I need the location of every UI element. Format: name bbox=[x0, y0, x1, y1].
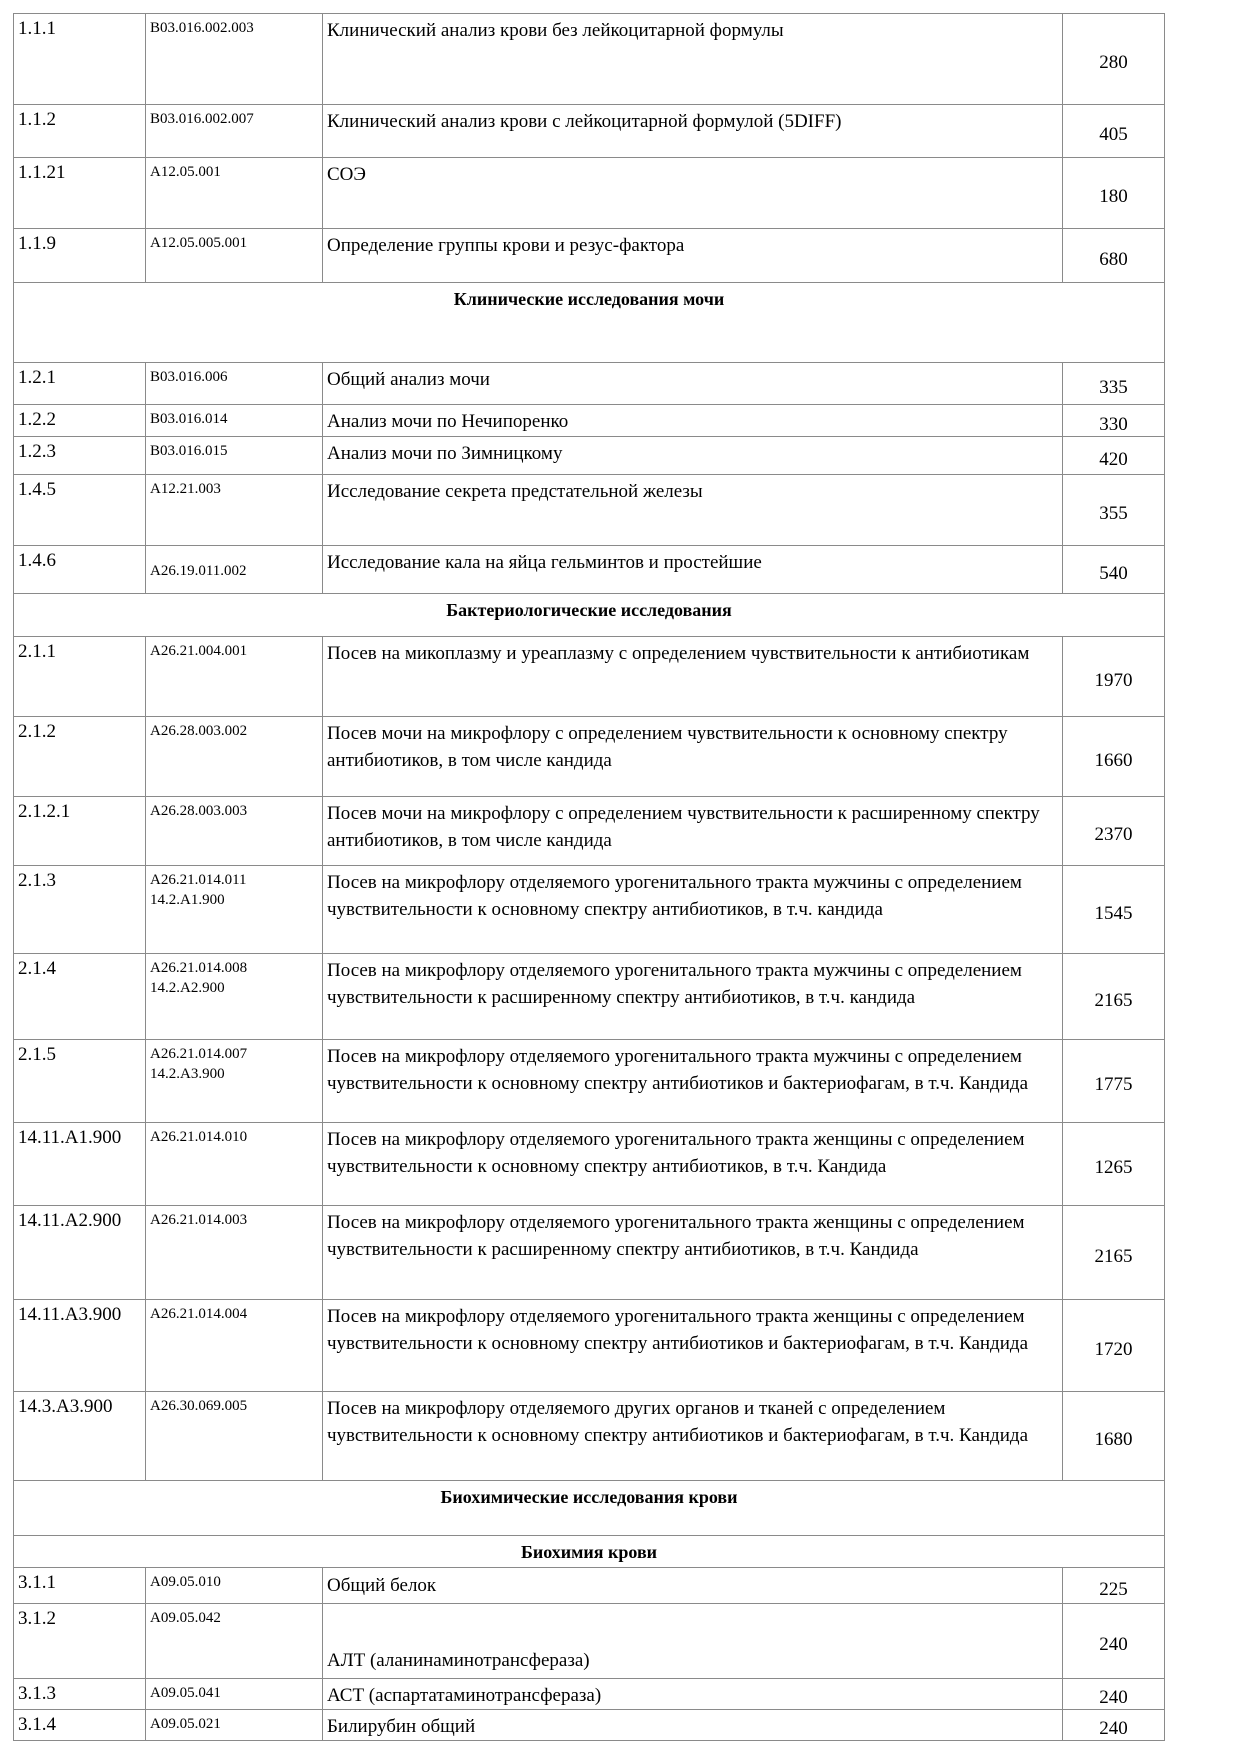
service-code: A26.30.069.005 bbox=[150, 1398, 248, 1414]
table-row bbox=[14, 105, 1165, 158]
service-number: 14.11.A2.900 bbox=[14, 1206, 146, 1300]
service-code-cell bbox=[146, 158, 323, 229]
service-name: Исследование секрета предстательной железы bbox=[323, 475, 1063, 546]
table-row bbox=[14, 405, 1165, 437]
service-name: Посев на микрофлору отделяемого урогенитального тракта мужчины с определением чувствительности к основному спектру антибиотиков и бактериофагам, в т.ч. Кандида bbox=[323, 1040, 1063, 1123]
service-name: Определение группы крови и резус-фактора bbox=[323, 229, 1063, 283]
table-row bbox=[14, 229, 1165, 283]
table-row bbox=[14, 363, 1165, 405]
service-code-cell bbox=[146, 437, 323, 475]
service-code: A26.21.014.007 bbox=[150, 1046, 248, 1062]
service-code: B03.016.015 bbox=[150, 443, 228, 459]
service-number: 2.1.2 bbox=[14, 717, 146, 797]
table-row bbox=[14, 954, 1165, 1040]
table-row bbox=[14, 637, 1165, 717]
service-number: 2.1.4 bbox=[14, 954, 146, 1040]
service-code: A09.05.042 bbox=[150, 1610, 221, 1626]
service-price: 2165 bbox=[1063, 954, 1165, 1040]
service-code: A09.05.021 bbox=[150, 1716, 221, 1732]
service-code-cell bbox=[146, 229, 323, 283]
table-row bbox=[14, 437, 1165, 475]
service-code: A12.21.003 bbox=[150, 481, 221, 497]
service-price: 2165 bbox=[1063, 1206, 1165, 1300]
table-row bbox=[14, 546, 1165, 594]
service-number: 1.2.1 bbox=[14, 363, 146, 405]
service-price: 1775 bbox=[1063, 1040, 1165, 1123]
table-row bbox=[14, 1392, 1165, 1481]
service-code: 14.2.A2.900 bbox=[150, 980, 225, 996]
service-name: Посев на микрофлору отделяемого урогенитального тракта мужчины с определением чувствительности к основному спектру антибиотиков, в т.ч. кандида bbox=[323, 866, 1063, 954]
service-code: A12.05.005.001 bbox=[150, 235, 248, 251]
service-code: A26.28.003.002 bbox=[150, 723, 248, 739]
section-title: Биохимия крови bbox=[14, 1536, 1165, 1568]
service-name: Общий белок bbox=[323, 1568, 1063, 1604]
service-number: 2.1.1 bbox=[14, 637, 146, 717]
table-row bbox=[14, 1040, 1165, 1123]
service-code: A12.05.001 bbox=[150, 164, 221, 180]
section-title: Биохимические исследования крови bbox=[14, 1481, 1165, 1536]
service-code-cell bbox=[146, 1392, 323, 1481]
service-name: АСТ (аспартатаминотрансфераза) bbox=[323, 1679, 1063, 1710]
table-row bbox=[14, 1604, 1165, 1679]
service-name: Исследование кала на яйца гельминтов и простейшие bbox=[323, 546, 1063, 594]
service-number: 3.1.3 bbox=[14, 1679, 146, 1710]
table-row bbox=[14, 1123, 1165, 1206]
service-code: B03.016.002.003 bbox=[150, 20, 254, 36]
service-code: 14.2.A3.900 bbox=[150, 1066, 225, 1082]
service-code: A26.21.014.004 bbox=[150, 1306, 248, 1322]
service-code: A26.21.014.008 bbox=[150, 960, 248, 976]
service-name: СОЭ bbox=[323, 158, 1063, 229]
table-row bbox=[14, 1300, 1165, 1392]
service-code: A26.21.004.001 bbox=[150, 643, 248, 659]
section-header-row bbox=[14, 594, 1165, 637]
service-code-cell bbox=[146, 1300, 323, 1392]
table-row bbox=[14, 1710, 1165, 1741]
service-name: Посев на микрофлору отделяемого урогенитального тракта женщины с определением чувствительности к основному спектру антибиотиков и бактериофагам, в т.ч. Кандида bbox=[323, 1300, 1063, 1392]
service-name: Анализ мочи по Зимницкому bbox=[323, 437, 1063, 475]
service-name: Клинический анализ крови с лейкоцитарной формулой (5DIFF) bbox=[323, 105, 1063, 158]
service-name: Билирубин общий bbox=[323, 1710, 1063, 1741]
service-code-cell bbox=[146, 405, 323, 437]
service-number: 2.1.2.1 bbox=[14, 797, 146, 866]
service-price: 1545 bbox=[1063, 866, 1165, 954]
service-code: A09.05.041 bbox=[150, 1685, 221, 1701]
service-number: 1.2.2 bbox=[14, 405, 146, 437]
service-code: A26.19.011.002 bbox=[150, 563, 247, 579]
service-price: 680 bbox=[1063, 229, 1165, 283]
service-name: Посев на микрофлору отделяемого урогенитального тракта женщины с определением чувствительности к расширенному спектру антибиотиков, в т.ч. Кандида bbox=[323, 1206, 1063, 1300]
service-price: 2370 bbox=[1063, 797, 1165, 866]
service-code-cell bbox=[146, 797, 323, 866]
service-code-cell bbox=[146, 546, 323, 594]
service-name: Анализ мочи по Нечипоренко bbox=[323, 405, 1063, 437]
service-price: 225 bbox=[1063, 1568, 1165, 1604]
service-number: 3.1.1 bbox=[14, 1568, 146, 1604]
service-code-cell bbox=[146, 363, 323, 405]
service-code-cell bbox=[146, 637, 323, 717]
price-list-table bbox=[13, 13, 1165, 1741]
service-code-cell bbox=[146, 475, 323, 546]
service-price: 540 bbox=[1063, 546, 1165, 594]
table-row bbox=[14, 475, 1165, 546]
service-name: Посев мочи на микрофлору с определением чувствительности к расширенному спектру антибиотиков, в том числе кандида bbox=[323, 797, 1063, 866]
service-name: Посев мочи на микрофлору с определением чувствительности к основному спектру антибиотиков, в том числе кандида bbox=[323, 717, 1063, 797]
service-number: 1.1.21 bbox=[14, 158, 146, 229]
table-row bbox=[14, 1206, 1165, 1300]
service-price: 335 bbox=[1063, 363, 1165, 405]
service-price: 240 bbox=[1063, 1679, 1165, 1710]
service-number: 1.1.1 bbox=[14, 14, 146, 105]
service-code-cell bbox=[146, 1040, 323, 1123]
service-name: АЛТ (аланинаминотрансфераза) bbox=[323, 1604, 1063, 1679]
section-title: Клинические исследования мочи bbox=[14, 283, 1165, 363]
service-code-cell bbox=[146, 954, 323, 1040]
table-row bbox=[14, 1679, 1165, 1710]
service-code: A09.05.010 bbox=[150, 1574, 221, 1590]
price-list-body bbox=[14, 14, 1165, 1741]
service-price: 240 bbox=[1063, 1604, 1165, 1679]
service-code: B03.016.006 bbox=[150, 369, 228, 385]
service-code: 14.2.A1.900 bbox=[150, 892, 225, 908]
service-price: 405 bbox=[1063, 105, 1165, 158]
service-price: 1970 bbox=[1063, 637, 1165, 717]
service-code-cell bbox=[146, 1123, 323, 1206]
service-price: 420 bbox=[1063, 437, 1165, 475]
service-number: 14.11.A3.900 bbox=[14, 1300, 146, 1392]
service-code: A26.21.014.011 bbox=[150, 872, 247, 888]
service-code: A26.21.014.010 bbox=[150, 1129, 248, 1145]
service-code-cell bbox=[146, 105, 323, 158]
service-price: 280 bbox=[1063, 14, 1165, 105]
table-row bbox=[14, 717, 1165, 797]
section-header-row bbox=[14, 1536, 1165, 1568]
service-number: 1.4.5 bbox=[14, 475, 146, 546]
service-code-cell bbox=[146, 866, 323, 954]
service-price: 330 bbox=[1063, 405, 1165, 437]
service-price: 1680 bbox=[1063, 1392, 1165, 1481]
service-number: 14.3.A3.900 bbox=[14, 1392, 146, 1481]
service-price: 180 bbox=[1063, 158, 1165, 229]
service-name: Посев на микрофлору отделяемого других органов и тканей с определением чувствительности к основному спектру антибиотиков и бактериофагам, в т.ч. Кандида bbox=[323, 1392, 1063, 1481]
table-row bbox=[14, 797, 1165, 866]
service-number: 1.1.2 bbox=[14, 105, 146, 158]
table-row bbox=[14, 1568, 1165, 1604]
service-code: A26.21.014.003 bbox=[150, 1212, 248, 1228]
service-price: 240 bbox=[1063, 1710, 1165, 1741]
service-number: 1.2.3 bbox=[14, 437, 146, 475]
section-title: Бактериологические исследования bbox=[14, 594, 1165, 637]
service-code: B03.016.014 bbox=[150, 411, 228, 427]
service-code: B03.016.002.007 bbox=[150, 111, 254, 127]
service-price: 1720 bbox=[1063, 1300, 1165, 1392]
service-code-cell bbox=[146, 1679, 323, 1710]
section-header-row bbox=[14, 283, 1165, 363]
service-number: 1.4.6 bbox=[14, 546, 146, 594]
service-number: 14.11.A1.900 bbox=[14, 1123, 146, 1206]
service-number: 2.1.3 bbox=[14, 866, 146, 954]
service-name: Посев на микрофлору отделяемого урогенитального тракта женщины с определением чувствительности к основному спектру антибиотиков, в т.ч. Кандида bbox=[323, 1123, 1063, 1206]
service-price: 1660 bbox=[1063, 717, 1165, 797]
service-code-cell bbox=[146, 14, 323, 105]
table-row bbox=[14, 866, 1165, 954]
service-number: 3.1.4 bbox=[14, 1710, 146, 1741]
service-name: Общий анализ мочи bbox=[323, 363, 1063, 405]
section-header-row bbox=[14, 1481, 1165, 1536]
service-name: Посев на микоплазму и уреаплазму с определением чувствительности к антибиотикам bbox=[323, 637, 1063, 717]
service-price: 1265 bbox=[1063, 1123, 1165, 1206]
service-code: A26.28.003.003 bbox=[150, 803, 248, 819]
service-name: Посев на микрофлору отделяемого урогенитального тракта мужчины с определением чувствительности к расширенному спектру антибиотиков, в т.ч. кандида bbox=[323, 954, 1063, 1040]
service-code-cell bbox=[146, 717, 323, 797]
service-code-cell bbox=[146, 1206, 323, 1300]
service-price: 355 bbox=[1063, 475, 1165, 546]
table-row bbox=[14, 14, 1165, 105]
service-number: 2.1.5 bbox=[14, 1040, 146, 1123]
table-row bbox=[14, 158, 1165, 229]
service-name: Клинический анализ крови без лейкоцитарной формулы bbox=[323, 14, 1063, 105]
service-code-cell bbox=[146, 1568, 323, 1604]
service-number: 1.1.9 bbox=[14, 229, 146, 283]
service-code-cell bbox=[146, 1604, 323, 1679]
service-code-cell bbox=[146, 1710, 323, 1741]
service-number: 3.1.2 bbox=[14, 1604, 146, 1679]
